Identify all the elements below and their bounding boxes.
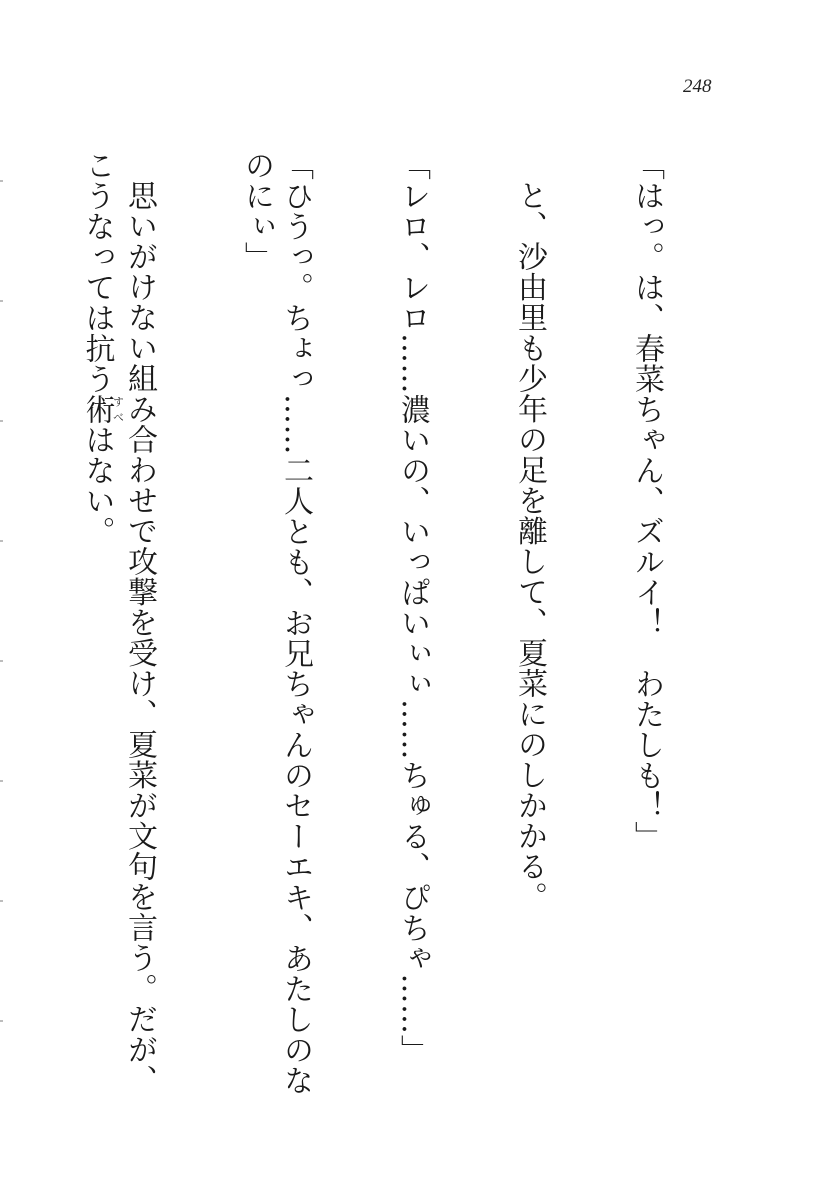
scan-edge-marks	[0, 0, 8, 1200]
paragraph: 「ひうっ。ちょっ……二人とも、お兄ちゃんのセーエキ、あたしのなのにぃ」	[239, 150, 313, 1096]
ruby-base: 術	[79, 394, 115, 425]
body-text	[79, 150, 744, 1110]
paragraph-text-after: はない。	[79, 424, 115, 547]
ruby-word	[79, 394, 125, 425]
paragraph-text-before: 思いがけない組み合わせで攻撃を受け、夏菜が文句を言う。だが、こうなっては抗う	[79, 150, 157, 1095]
paragraph: と、沙由里も少年の足を離して、夏菜にのしかかる。	[512, 180, 547, 912]
paragraph-with-ruby	[78, 150, 160, 1110]
ruby-reading: すべ	[111, 394, 125, 425]
page-number: 248	[683, 76, 712, 97]
paragraph: 「レロ、レロ……濃いの、いっぱいぃぃ……ちゅる、ぴちゃ……」	[395, 150, 430, 1065]
paragraph: 「はっ。は、春菜ちゃん、ズルイ！ わたしも！」	[629, 150, 664, 852]
